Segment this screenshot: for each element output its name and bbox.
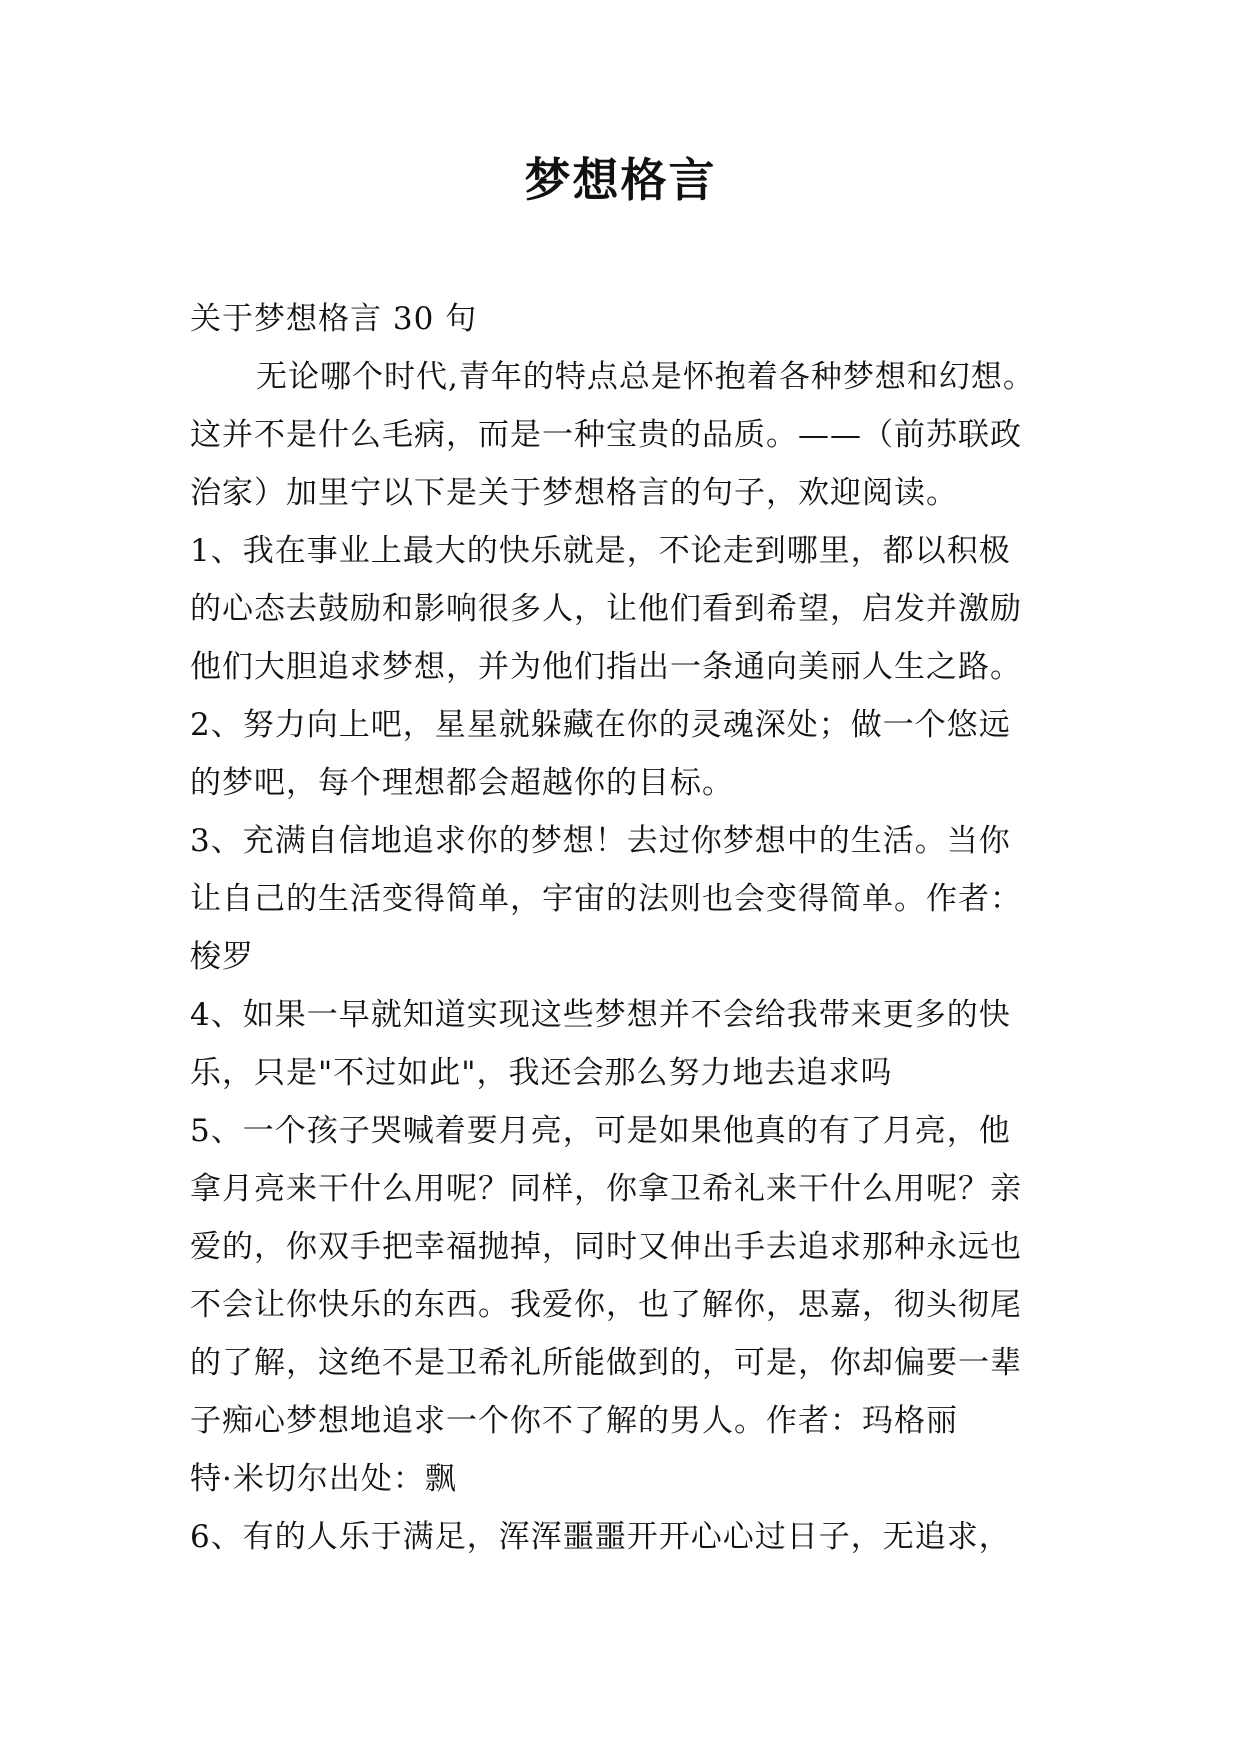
quote-line: 2、努力向上吧，星星就躲藏在你的灵魂深处；做一个悠远 (190, 707, 1011, 743)
quote-line: 不会让你快乐的东西。我爱你，也了解你，思嘉，彻头彻尾 (190, 1287, 1022, 1323)
quote-line: 6、有的人乐于满足，浑浑噩噩开开心心过日子，无追求， (190, 1519, 1011, 1555)
intro-paragraph-line: 这并不是什么毛病，而是一种宝贵的品质。——（前苏联政 (190, 417, 1022, 453)
quote-line: 特·米切尔出处：飘 (190, 1461, 457, 1497)
quote-line: 4、如果一早就知道实现这些梦想并不会给我带来更多的快 (190, 997, 1011, 1033)
quote-line: 的梦吧，每个理想都会超越你的目标。 (190, 765, 734, 801)
quote-line: 1、我在事业上最大的快乐就是，不论走到哪里，都以积极 (190, 533, 1011, 569)
subtitle-line: 关于梦想格言 30 句 (190, 301, 478, 337)
quote-line: 子痴心梦想地追求一个你不了解的男人。作者：玛格丽 (190, 1403, 958, 1439)
quote-line: 梭罗 (190, 939, 254, 975)
intro-paragraph-line: 无论哪个时代,青年的特点总是怀抱着各种梦想和幻想。 (256, 359, 1035, 395)
quote-line: 的心态去鼓励和影响很多人，让他们看到希望，启发并激励 (190, 591, 1022, 627)
quote-line: 让自己的生活变得简单，宇宙的法则也会变得简单。作者： (190, 881, 1022, 917)
page-title: 梦想格言 (524, 153, 717, 207)
quote-line: 拿月亮来干什么用呢？同样，你拿卫希礼来干什么用呢？亲 (190, 1171, 1022, 1207)
quote-line: 3、充满自信地追求你的梦想！去过你梦想中的生活。当你 (190, 823, 1011, 859)
quote-line: 的了解，这绝不是卫希礼所能做到的，可是，你却偏要一辈 (190, 1345, 1022, 1381)
quote-line: 5、一个孩子哭喊着要月亮，可是如果他真的有了月亮，他 (190, 1113, 1011, 1149)
document-body (190, 290, 1070, 1566)
quote-line: 爱的，你双手把幸福抛掉，同时又伸出手去追求那种永远也 (190, 1229, 1022, 1265)
quote-line: 他们大胆追求梦想，并为他们指出一条通向美丽人生之路。 (190, 649, 1022, 685)
quote-line: 乐，只是"不过如此"，我还会那么努力地去追求吗 (190, 1055, 893, 1091)
intro-paragraph-line: 治家）加里宁以下是关于梦想格言的句子，欢迎阅读。 (190, 475, 958, 511)
